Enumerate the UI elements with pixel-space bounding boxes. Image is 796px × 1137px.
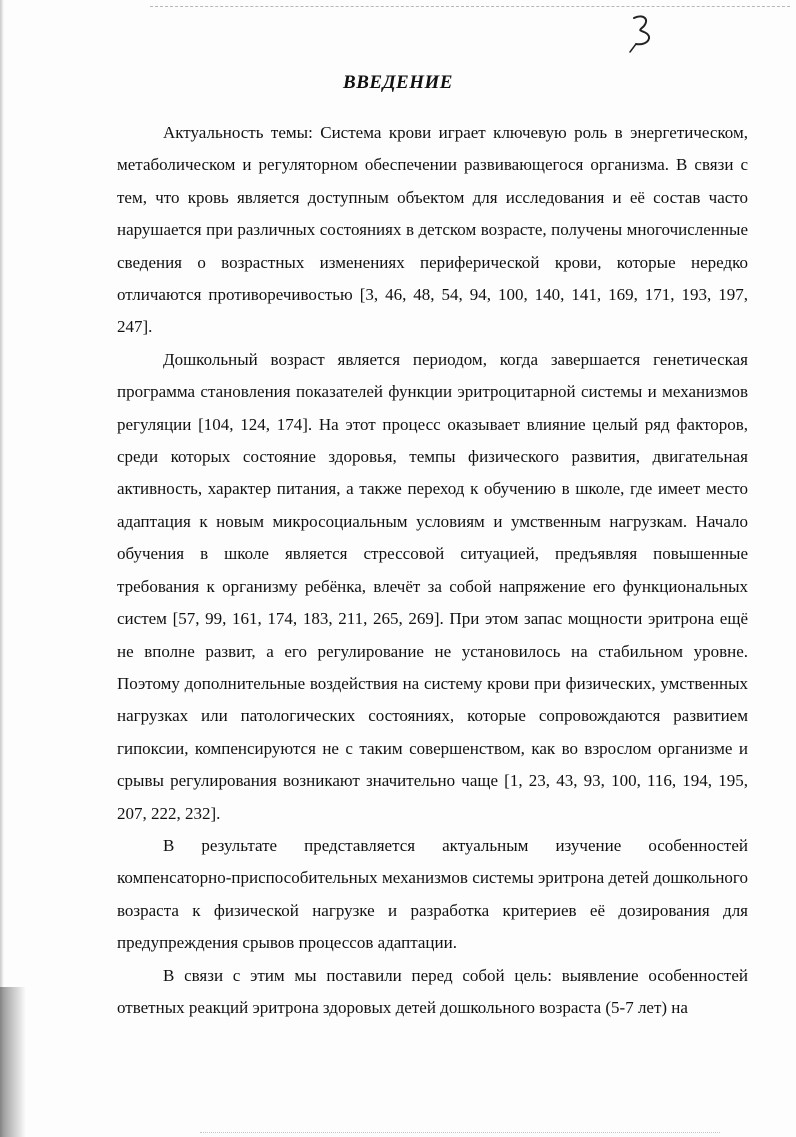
body-text xyxy=(117,117,748,1024)
scan-top-artifact-line xyxy=(150,6,790,7)
paragraph-relevance: Актуальность темы: Система крови играет ключевую роль в энергетическом, метаболическом и регуляторном обеспечении развивающегося организма. В связи с тем, что кровь является доступным объектом для исследования и её состав часто нарушается при различных состояниях в детском возрасте, получены многочисленные сведения о возрастных изменениях периферической крови, которые нередко отличаются противоречивостью [3, 46, 48, 54, 94, 100, 140, 141, 169, 171, 193, 197, 247]. xyxy=(117,123,748,337)
handwritten-page-number-glyph xyxy=(624,12,664,56)
handwritten-page-number xyxy=(624,12,664,56)
paragraph-conclusion: В результате представляется актуальным изучение особенностей компенсаторно-приспособительных механизмов системы эритрона детей дошкольного возраста к физической нагрузке и разработка критериев её дозирования для предупреждения срывов процессов адаптации. xyxy=(117,835,748,953)
scan-left-edge-shadow xyxy=(0,0,4,1137)
section-title: ВВЕДЕНИЕ xyxy=(343,72,453,93)
scan-corner-shadow xyxy=(0,987,26,1137)
paragraph-preschool-age: Дошкольный возраст является периодом, когда завершается генетическая программа становления показателей функции эритроцитарной системы и механизмов регуляции [104, 124, 174]. На этот процесс оказывает влияние целый ряд факторов, среди которых состояние здоровья, темпы физического развития, двигательная активность, характер питания, а также переход к обучению в школе, где имеет место адаптация к новым микросоциальным условиям и умственным нагрузкам. Начало обучения в школе является стрессовой ситуацией, предъявляя повышенные требования к организму ребёнка, влечёт за собой напряжение его функциональных систем [57, 99, 161, 174, 183, 211, 265, 269]. При этом запас мощности эритрона ещё не вполне развит, а его регулирование не установилось на стабильном уровне. Поэтому дополнительные воздействия на систему крови при физических, умственных нагрузках или патологических состояниях, которые сопровождаются развитием гипоксии, компенсируются не с таким совершенством, как во взрослом организме и срывы регулирования возникают значительно чаще [1, 23, 43, 93, 100, 116, 194, 195, 207, 222, 232]. xyxy=(117,349,748,823)
paragraph-goal: В связи с этим мы поставили перед собой цель: выявление особенностей ответных реакций эритрона здоровых детей дошкольного возраста (5-7 лет) на xyxy=(117,965,748,1017)
scan-bottom-artifact-line xyxy=(200,1132,720,1133)
